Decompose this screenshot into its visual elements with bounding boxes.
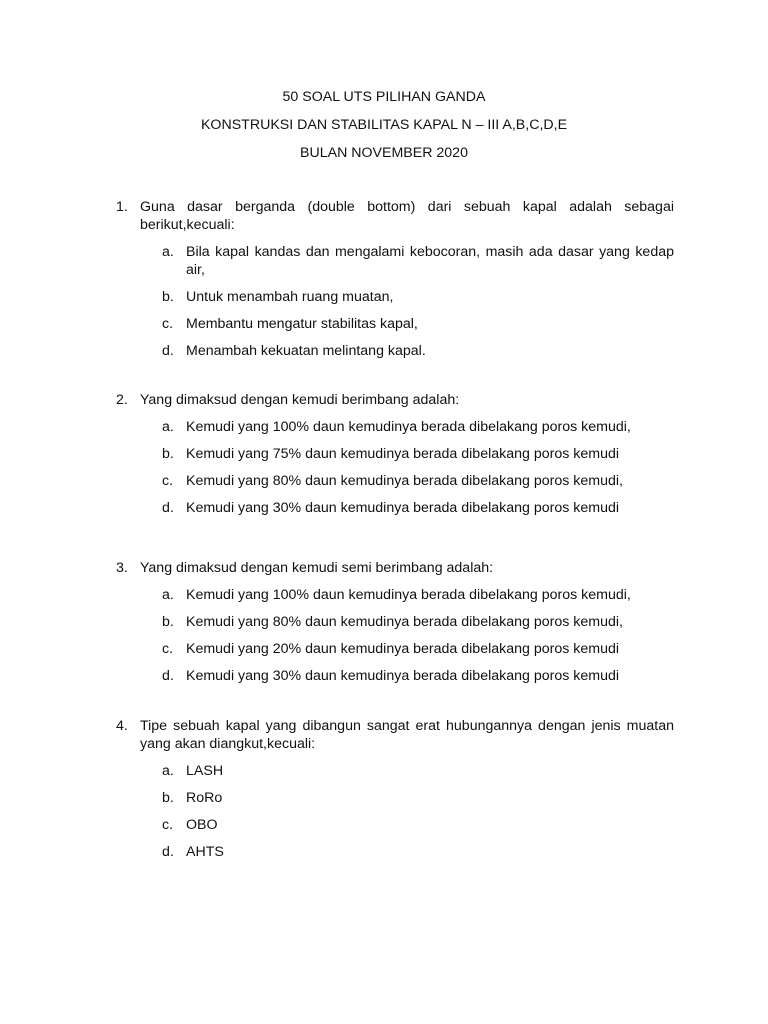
- option-text: RoRo: [186, 790, 223, 806]
- option-letter: a.: [162, 419, 174, 435]
- option-letter: b.: [162, 289, 174, 305]
- option-letter: c.: [162, 473, 174, 489]
- option-c: [162, 472, 674, 490]
- question-text: Yang dimaksud dengan kemudi semi berimbang adalah:: [140, 560, 494, 576]
- option-b: [162, 288, 674, 306]
- option-letter: c.: [162, 641, 174, 657]
- question-text: Guna dasar berganda (double bottom) dari sebuah kapal adalah sebagai berikut,kecuali:: [140, 199, 674, 233]
- option-letter: a.: [162, 763, 174, 779]
- option-text: Kemudi yang 80% daun kemudinya berada dibelakang poros kemudi,: [186, 614, 623, 630]
- option-text: AHTS: [186, 844, 224, 860]
- option-letter: a.: [162, 587, 174, 603]
- question-number: 3.: [116, 560, 128, 576]
- option-text: Kemudi yang 30% daun kemudinya berada dibelakang poros kemudi: [186, 668, 620, 684]
- option-letter: a.: [162, 244, 174, 260]
- option-letter: d.: [162, 343, 174, 359]
- option-list: [116, 586, 674, 685]
- option-a: [162, 243, 674, 279]
- document-subject: KONSTRUKSI DAN STABILITAS KAPAL N – III A,B,C,D,E: [200, 117, 568, 133]
- document-title: 50 SOAL UTS PILIHAN GANDA: [282, 89, 486, 105]
- option-d: [162, 843, 674, 861]
- option-text: OBO: [186, 817, 218, 833]
- option-text: Kemudi yang 20% daun kemudinya berada dibelakang poros kemudi: [186, 641, 620, 657]
- option-letter: b.: [162, 790, 174, 806]
- option-d: [162, 667, 674, 685]
- question-number: 2.: [116, 392, 128, 408]
- option-b: [162, 445, 674, 463]
- option-text: Kemudi yang 100% daun kemudinya berada dibelakang poros kemudi,: [186, 419, 631, 435]
- option-text: Untuk menambah ruang muatan,: [186, 289, 394, 305]
- option-a: [162, 762, 674, 780]
- option-letter: d.: [162, 668, 174, 684]
- document-date: BULAN NOVEMBER 2020: [300, 145, 468, 161]
- question-4: [116, 717, 674, 861]
- question-1: [116, 198, 674, 360]
- option-list: [116, 243, 674, 360]
- option-c: [162, 315, 674, 333]
- option-text: Membantu mengatur stabilitas kapal,: [186, 316, 418, 332]
- option-letter: c.: [162, 817, 174, 833]
- option-letter: d.: [162, 500, 174, 516]
- option-text: Kemudi yang 30% daun kemudinya berada dibelakang poros kemudi: [186, 500, 620, 516]
- option-c: [162, 640, 674, 658]
- question-2: [116, 391, 674, 517]
- option-text: Kemudi yang 100% daun kemudinya berada dibelakang poros kemudi,: [186, 587, 631, 603]
- option-letter: b.: [162, 614, 174, 630]
- option-a: [162, 418, 674, 436]
- option-b: [162, 613, 674, 631]
- option-letter: b.: [162, 446, 174, 462]
- option-b: [162, 789, 674, 807]
- question-text: Tipe sebuah kapal yang dibangun sangat erat hubungannya dengan jenis muatan yang akan diangkut,kecuali:: [140, 718, 674, 752]
- option-text: Kemudi yang 75% daun kemudinya berada dibelakang poros kemudi: [186, 446, 620, 462]
- option-letter: d.: [162, 844, 174, 860]
- option-list: [116, 762, 674, 861]
- option-letter: c.: [162, 316, 174, 332]
- option-d: [162, 342, 674, 360]
- question-number: 1.: [116, 199, 128, 215]
- option-text: LASH: [186, 763, 224, 779]
- option-c: [162, 816, 674, 834]
- option-a: [162, 586, 674, 604]
- option-list: [116, 418, 674, 517]
- option-text: Kemudi yang 80% daun kemudinya berada dibelakang poros kemudi,: [186, 473, 623, 489]
- option-d: [162, 499, 674, 517]
- question-3: [116, 559, 674, 685]
- option-text: Bila kapal kandas dan mengalami kebocoran, masih ada dasar yang kedap air,: [186, 244, 674, 278]
- question-number: 4.: [116, 718, 128, 734]
- option-text: Menambah kekuatan melintang kapal.: [186, 343, 426, 359]
- question-text: Yang dimaksud dengan kemudi berimbang adalah:: [140, 392, 460, 408]
